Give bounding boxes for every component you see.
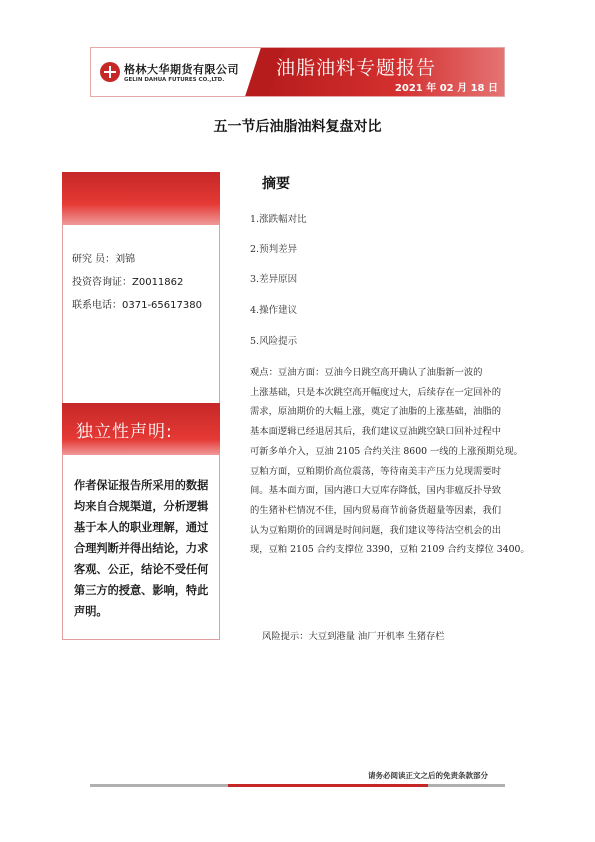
analyst-name: 研究 员：刘锦 [72, 254, 136, 265]
analyst-license: 投资咨询证：Z0011862 [72, 277, 184, 288]
declaration-banner [62, 403, 220, 455]
view-line: 需求，原油期价的大幅上涨，奠定了油脂的上涨基础，油脂的 [250, 406, 502, 418]
view-line: 豆粕方面，豆粕期价高位震荡，等待南美丰产压力兑现需要时 [250, 465, 502, 477]
report-header [90, 47, 505, 97]
declaration-text: 作者保证报告所采用的数据均来自合规渠道，分析逻辑基于本人的职业理解，通过合理判断并得出结论，力求客观、公正，结论不受任何第三方的授意、影响，特此声明。 [74, 479, 209, 618]
report-type: 油脂油料专题报告 [276, 57, 437, 79]
view-line: 观点：豆油方面：豆油今日跳空高开确认了油脂新一波的 [250, 367, 483, 378]
view-line: 上涨基础，只是本次跳空高开幅度过大，后续存在一定回补的 [250, 386, 502, 398]
left-top-red-block [62, 172, 220, 225]
declaration-title: 独立性声明: [76, 422, 173, 442]
summary-heading: 摘要 [262, 176, 290, 192]
view-line: 的生猪补栏情况不佳，国内贸易商节前备货超量等因素，我们 [250, 504, 502, 516]
view-line: 基本面逻辑已经退居其后，我们建议豆油跳空缺口回补过程中 [250, 426, 502, 438]
company-name-en: GELIN DAHUA FUTURES CO.,LTD. [124, 77, 225, 83]
summary-item: 2.预判差异 [250, 244, 298, 255]
summary-item: 1.涨跌幅对比 [250, 214, 307, 225]
company-name-cn: 格林大华期货有限公司 [124, 63, 239, 76]
summary-item: 3.差异原因 [250, 274, 298, 285]
footer-divider-accent [228, 784, 428, 787]
company-logo [91, 48, 263, 96]
view-line: 可新多单介入，豆油 2105 合约关注 8600 一线的上涨预期兑现。 [250, 445, 523, 457]
risk-warning: 风险提示：大豆到港量 油厂开机率 生猪存栏 [262, 631, 445, 642]
summary-item: 5.风险提示 [250, 336, 298, 347]
analysis-view [250, 363, 530, 560]
view-line: 认为豆粕期价的回调是时间问题，我们建议等待沽空机会的出 [250, 524, 502, 536]
summary-item: 4.操作建议 [250, 305, 298, 316]
company-logo-icon [100, 62, 120, 82]
analyst-phone: 联系电话：0371-65617380 [72, 300, 202, 311]
document-title: 五一节后油脂油料复盘对比 [213, 119, 382, 135]
report-date: 2021 年 02 月 18 日 [394, 83, 498, 94]
view-line: 间。基本面方面，国内港口大豆库存降低，国内非瘟反扑导致 [250, 485, 502, 497]
view-line: 现，豆粕 2105 合约支撑位 3390，豆粕 2109 合约支撑位 3400。 [250, 544, 530, 556]
disclaimer-note: 请务必阅读正文之后的免责条款部分 [368, 771, 488, 780]
